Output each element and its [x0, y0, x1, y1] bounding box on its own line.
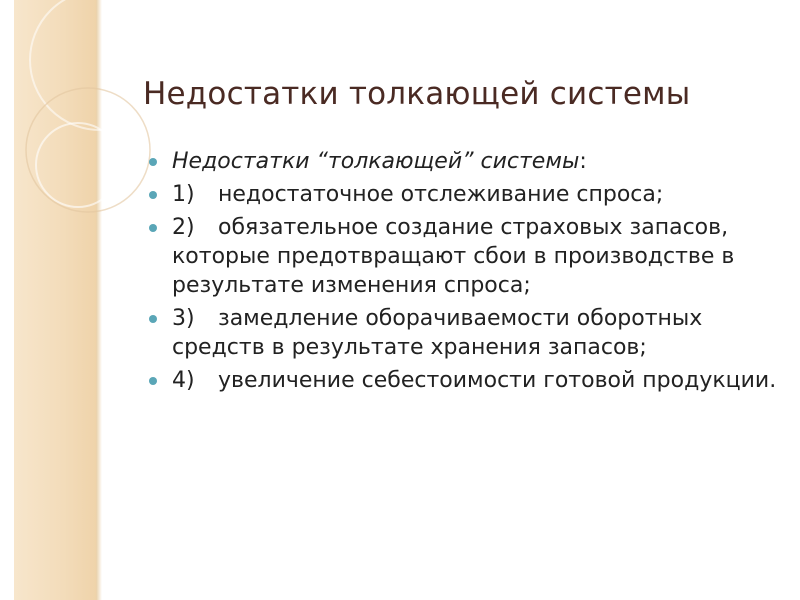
- bullet-text: [172, 213, 778, 300]
- bullet-intro-italic: Недостатки “толкающей” системы: [172, 149, 580, 174]
- bullet-dot-icon: [149, 224, 157, 232]
- bullet-list: [148, 147, 778, 399]
- bullet-number: 1): [172, 182, 195, 207]
- bullet-item-intro: [148, 147, 778, 176]
- bullet-number: 4): [172, 368, 195, 393]
- bullet-text: [172, 147, 778, 176]
- bullet-intro-colon: :: [579, 149, 587, 174]
- side-band-edge: [96, 0, 102, 600]
- bullet-text: [172, 366, 778, 395]
- bullet-text: [172, 180, 778, 209]
- decorative-side-band: [14, 0, 96, 600]
- bullet-item-4: [148, 366, 778, 395]
- bullet-body: недостаточное отслеживание спроса;: [218, 182, 664, 207]
- bullet-number: 2): [172, 215, 195, 240]
- bullet-dot-icon: [149, 315, 157, 323]
- bullet-item-1: [148, 180, 778, 209]
- bullet-number: 3): [172, 306, 195, 331]
- bullet-item-2: [148, 213, 778, 300]
- bullet-dot-icon: [149, 158, 157, 166]
- bullet-body: увеличение себестоимости готовой продукции.: [218, 368, 777, 393]
- bullet-item-3: [148, 304, 778, 362]
- bullet-text: [172, 304, 778, 362]
- slide-title: Недостатки толкающей системы: [143, 76, 691, 112]
- bullet-body: обязательное создание страховых запасов, которые предотвращают сбои в производстве в результате изменения спроса;: [172, 215, 735, 298]
- bullet-body: замедление оборачиваемости оборотных средств в результате хранения запасов;: [172, 306, 703, 360]
- bullet-dot-icon: [149, 377, 157, 385]
- bullet-dot-icon: [149, 191, 157, 199]
